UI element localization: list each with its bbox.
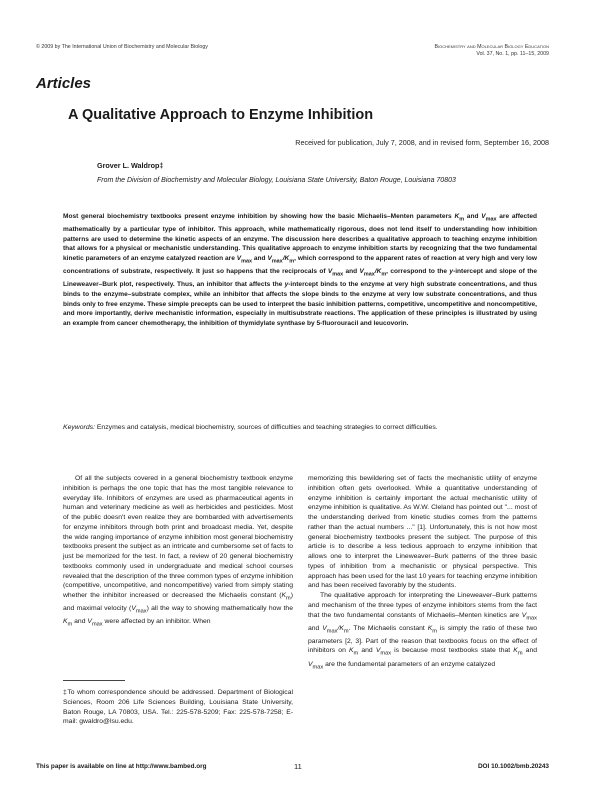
keywords-label: Keywords: xyxy=(63,424,95,431)
keywords-list: Enzymes and catalysis, medical biochemistry, sources of difficulties and teaching strategies to correct difficulties. xyxy=(94,424,438,431)
body-paragraph: Of all the subjects covered in a general biochemistry textbook enzyme inhibition is perhaps the one topic that has the most tangible relevance to everyday life. Inhibitors of enzymes are used as pharmaceutical agents in human and veterinary medicine as well as herbicides and pesticides. Most of the public doesn't even realize they are bombarded with advertisements for enzyme inhibitors through both print and broadcast media. Yet, despite the wide ranging importance of enzyme inhibition most general biochemistry textbooks present the subject as an intricate and cumbersome set of facts to just be memorized for the test. In fact, a review of 20 general biochemistry textbooks commonly used in undergraduate and medical school courses revealed that the description of the three common types of enzyme inhibition (competitive, uncompetitive, and noncompetitive) varied from simply stating whether the inhibitor increased or decreased the Michaelis constant $(K_m)$ and maximal velocity $(V_{max})$ all the way to showing mathematically how the $K_m$ and $V_{max}$ were affected by an inhibitor. When xyxy=(63,475,293,628)
body-column-left xyxy=(63,474,293,630)
article-title: A Qualitative Approach to Enzyme Inhibition xyxy=(68,107,374,123)
body-column-right xyxy=(308,474,537,673)
body-paragraph: memorizing this bewildering set of facts the mechanistic utility of enzyme inhibition often gets overlooked. While a quantitative understanding of enzyme inhibition is certainly important the actual mechanistic utility of enzyme inhibition is qualitative. As W.W. Cleland has pointed out "... most of the understanding derived from kinetic studies comes from the patterns rather than the actual numbers ..." [1]. Unfortunately, this is not how most general biochemistry textbooks present the subject. The purpose of this article is to describe a less tedious approach to enzyme inhibition that allows one to interpret the Lineweaver–Burk patterns of the three basic types of inhibition from a mechanistic or physical perspective. This approach has been used for the last 10 years for teaching enzyme inhibition and has been received favorably by the students. xyxy=(308,475,537,590)
received-date: Received for publication, July 7, 2008, and in revised form, September 16, 2008 xyxy=(295,138,549,147)
footnote: ‡To whom correspondence should be addressed. Department of Biological Sciences, Room 206 Life Sciences Building, Louisiana State University, Baton Rouge, LA 70803, USA. Tel.: 225-578-5209; Fax: 225-578-7258; E-mail: gwaldro@lsu.edu. xyxy=(63,689,293,726)
page-number: 11 xyxy=(294,762,302,771)
author-affiliation: From the Division of Biochemistry and Molecular Biology, Louisiana State University, Baton Rouge, Louisiana 70803 xyxy=(97,177,456,184)
section-label: Articles xyxy=(36,75,92,92)
keywords xyxy=(63,423,537,433)
footnote-divider xyxy=(63,680,125,681)
footer-doi: DOI 10.1002/bmb.20243 xyxy=(477,763,549,770)
header-volume: Vol. 37, No. 1, pp. 11–15, 2009 xyxy=(476,51,549,57)
header-copyright: © 2009 by The International Union of Biochemistry and Molecular Biology xyxy=(36,44,208,50)
header-journal-info xyxy=(434,44,549,58)
abstract: Most general biochemistry textbooks present enzyme inhibition by showing how the basic Michaelis–Menten parameters $K_m$ and $V_{max}$ are affected mathematically by a particular type of inhibitor. This approach, while mathematically rigorous, does not lend itself to understanding how inhibition patterns are used to determine the kinetic aspects of an enzyme. The discussion here describes a qualitative approach to teaching enzyme inhibition that allows for a physical or mechanistic understanding. This qualitative approach to enzyme inhibition starts by recognizing that the two fundamental kinetic parameters of an enzyme catalyzed reaction are $V_{max}$ and $V_{max}/K_m$, which correspond to the apparent rates of reaction at very high and very low concentrations of substrate, respectively. It just so happens that the reciprocals of $V_{max}$ and $V_{max}/K_m$, correspond to the y-intercept and slope of the Lineweaver–Burk plot, respectively. Thus, an inhibitor that affects the y-intercept binds to the enzyme at very high substrate concentrations, and thus binds to the enzyme–substrate complex, while an inhibitor that affects the slope binds to the enzyme at very low substrate concentrations, and thus binds only to free enzyme. These simple precepts can be used to interpret the basic inhibition patterns, competitive, uncompetitive and noncompetitive, and more importantly, derive mechanistic information, especially in multisubstrate reactions. The application of these principles is illustrated by using an example from cancer chemotherapy, the inhibition of thymidylate synthase by 5-fluorouracil and leucovorin. xyxy=(63,213,538,327)
header-journal-name: Biochemistry and Molecular Biology Education xyxy=(434,44,549,50)
body-paragraph: The qualitative approach for interpreting the Lineweaver–Burk patterns and mechanism of the three types of enzyme inhibitors stems from the fact that the two fundamental constants of Michaelis–Menten kinetics are $V_{max}$ and $V_{max}/K_m$. The Michaelis constant $K_m$ is simply the ratio of these two parameters [2, 3]. Part of the reason that textbooks focus on the effect of inhibitors on $K_m$ and $V_{max}$ is because most textbooks state that $K_m$ and $V_{max}$ are the fundamental parameters of an enzyme catalyzed xyxy=(308,592,538,670)
footer-availability: This paper is available on line at http://www.bambed.org xyxy=(36,763,207,770)
author-name: Grover L. Waldrop‡ xyxy=(97,161,164,170)
